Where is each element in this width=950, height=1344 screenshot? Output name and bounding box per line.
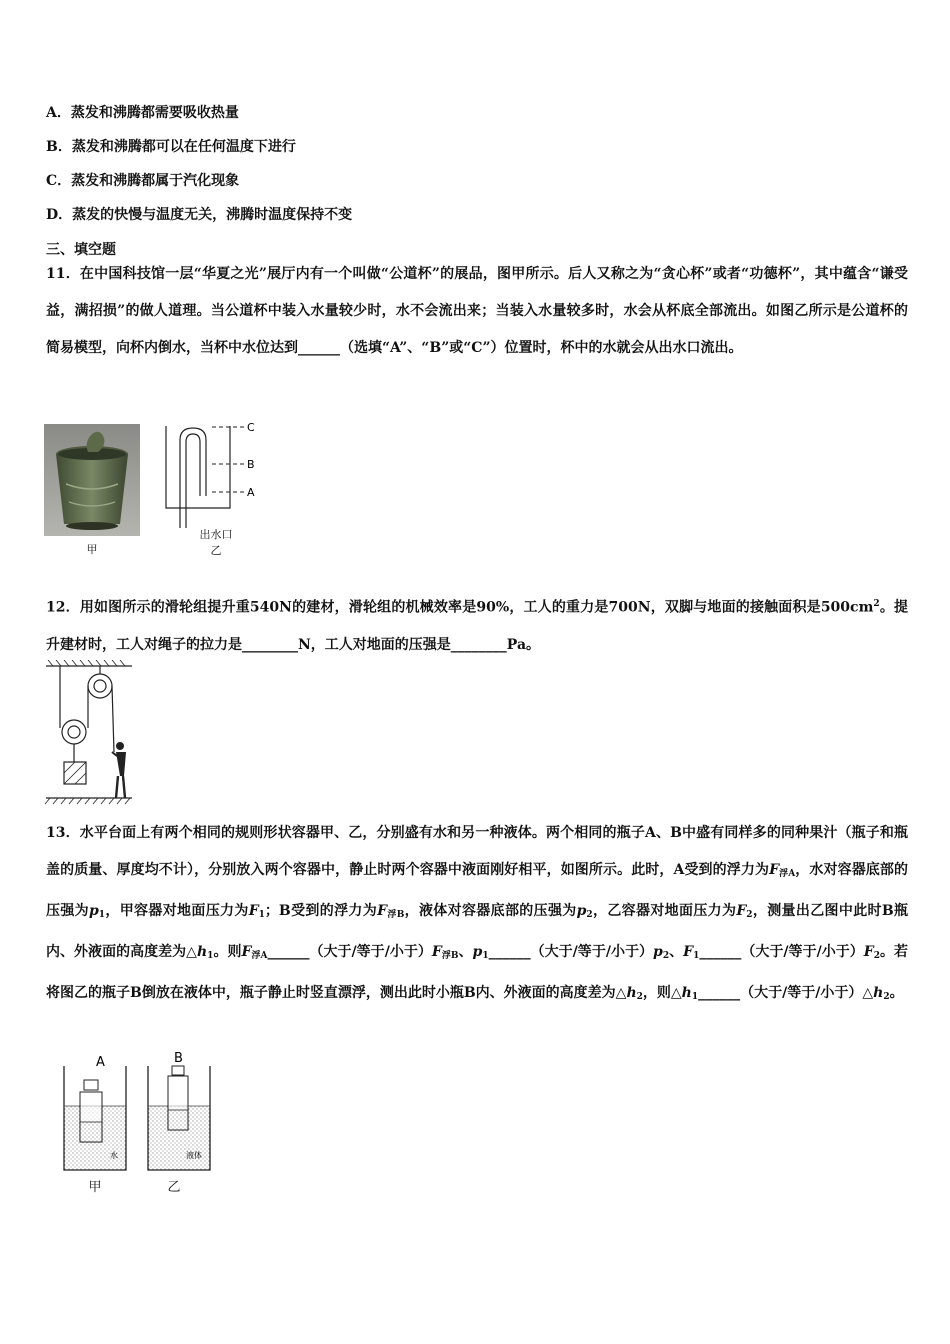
q13-sub-2: 2	[873, 951, 880, 961]
level-b-label: B	[247, 458, 255, 471]
q13-var-p: p	[472, 944, 483, 960]
q13-var-h: h	[196, 944, 208, 960]
q13-sub-2: 2	[636, 992, 643, 1002]
q13-sub-fub: 浮B	[441, 951, 459, 961]
question-12	[46, 586, 908, 664]
q13-sub-1: 1	[691, 992, 699, 1002]
pulley-figure	[44, 660, 136, 806]
q13-var-f: F	[736, 903, 747, 919]
q13-sub-2: 2	[586, 910, 593, 920]
outlet-label: 出水口	[199, 528, 233, 541]
q13-s9: ______（大于/等于/小于）	[267, 944, 432, 960]
bottle-b-label: B	[174, 1052, 183, 1066]
level-a-label: A	[247, 486, 255, 499]
fig13-caption-jia: 甲	[88, 1180, 102, 1195]
q13-s14: ，则△	[642, 985, 682, 1001]
cup-photo-figure	[44, 424, 140, 536]
q13-sub-1: 1	[207, 951, 214, 961]
q13-var-h: h	[873, 985, 884, 1001]
q13-var-h: h	[626, 985, 637, 1001]
q13-var-h: h	[681, 985, 692, 1001]
q13-sub-1: 1	[98, 910, 106, 920]
fig13-caption-yi: 乙	[167, 1180, 181, 1195]
q13-var-f: F	[377, 903, 388, 919]
question-12-part1: 12．用如图所示的滑轮组提升重540N的建材，滑轮组的机械效率是90%，工人的重力是700N，双脚与地面的接触面积是500cm	[46, 599, 874, 616]
q13-s11: ______（大于/等于/小于）	[488, 944, 654, 960]
fig-caption-jia: 甲	[86, 543, 98, 556]
q13-sub-2: 2	[883, 992, 890, 1002]
q13-s7: ，测量出乙图中此时B瓶内、外液面的高度差为△	[46, 903, 909, 960]
q13-sub-2: 2	[746, 910, 753, 920]
containers-figure	[56, 1052, 222, 1194]
question-12-part2: 。提升建材时，工人对绳子的拉力是________N，工人对地面的压强是________Pa。	[46, 599, 909, 653]
q13-s2: ，水对容器底部的压强为	[46, 862, 909, 919]
q12-sup: 2	[873, 599, 880, 609]
water-label: 水	[110, 1151, 118, 1160]
bottle-a-label: A	[96, 1055, 105, 1070]
option-a: A．蒸发和沸腾都需要吸收热量	[46, 105, 239, 121]
q13-s10: 、	[458, 944, 473, 960]
option-d: D．蒸发的快慢与温度无关，沸腾时温度保持不变	[46, 207, 353, 223]
liquid-label: 液体	[186, 1151, 202, 1160]
q13-sub-2: 2	[662, 951, 670, 961]
q13-sub-1: 1	[482, 951, 489, 961]
q13-s5: ，液体对容器底部的压强为	[404, 903, 577, 919]
q13-var-p: p	[653, 944, 663, 960]
question-11: 11．在中国科技馆一层“华夏之光”展厅内有一个叫做“公道杯”的展品，图甲所示。后人又称之为“贪心杯”或者“功德杯”，其中蕴含“谦受益，满招损”的做人道理。当公道杯中装入水量较少时，水不会流出来；当装入水量较多时，水会从杯底全部流出。如图乙所示是公道杯的简易模型，向杯内倒水，当杯中水位达到______（选填“A”、“B”或“C”）位置时，杯中的水就会从出水口流出。	[46, 266, 908, 356]
q13-s12: ______（大于/等于/小于）	[699, 944, 864, 960]
q13-var-f: F	[241, 944, 252, 960]
q13-s15: ______（大于/等于/小于）△	[698, 985, 874, 1001]
option-b: B．蒸发和沸腾都可以在任何温度下进行	[46, 139, 296, 155]
q13-s3: ，甲容器对地面压力为	[105, 903, 249, 919]
q13-var-f: F	[248, 903, 259, 919]
q13-var-p: p	[89, 903, 99, 919]
q13-sub-fua: 浮A	[251, 951, 268, 961]
q13-var-p: p	[576, 903, 587, 919]
section-title: 三、填空题	[46, 242, 116, 258]
q13-sub-1: 1	[258, 910, 265, 920]
q13-s16: 。	[889, 985, 904, 1001]
question-13	[46, 815, 908, 1016]
q13-var-f: F	[683, 944, 694, 960]
option-c: C．蒸发和沸腾都属于汽化现象	[46, 173, 240, 189]
q13-var-f: F	[863, 944, 874, 960]
q13-s1: 13．水平台面上有两个相同的规则形状容器甲、乙，分别盛有水和另一种液体。两个相同的瓶子A、B中盛有同样多的同种果汁（瓶子和瓶盖的质量、厚度均不计），分别放入两个容器中，静止时两个容器中液面刚好相平，如图所示。此时，A受到的浮力为	[46, 825, 908, 878]
level-c-label: C	[247, 421, 255, 434]
q13-s13: 。若将图乙的瓶子B倒放在液体中，瓶子静止时竖直漂浮，测出此时小瓶B内、外液面的高度差为△	[46, 944, 909, 1001]
q13-var-f: F	[431, 944, 442, 960]
q13-var-f: F	[769, 862, 780, 878]
fig-caption-yi: 乙	[210, 544, 222, 557]
q13-sub-fua: 浮A	[779, 869, 796, 879]
q13-s8: 。则	[213, 944, 242, 960]
q13-s10: 、	[669, 944, 684, 960]
q13-s4: ；B受到的浮力为	[264, 903, 378, 919]
q13-sub-1: 1	[693, 951, 700, 961]
q13-sub-fub: 浮B	[387, 910, 405, 920]
q13-s6: ，乙容器对地面压力为	[592, 903, 737, 919]
